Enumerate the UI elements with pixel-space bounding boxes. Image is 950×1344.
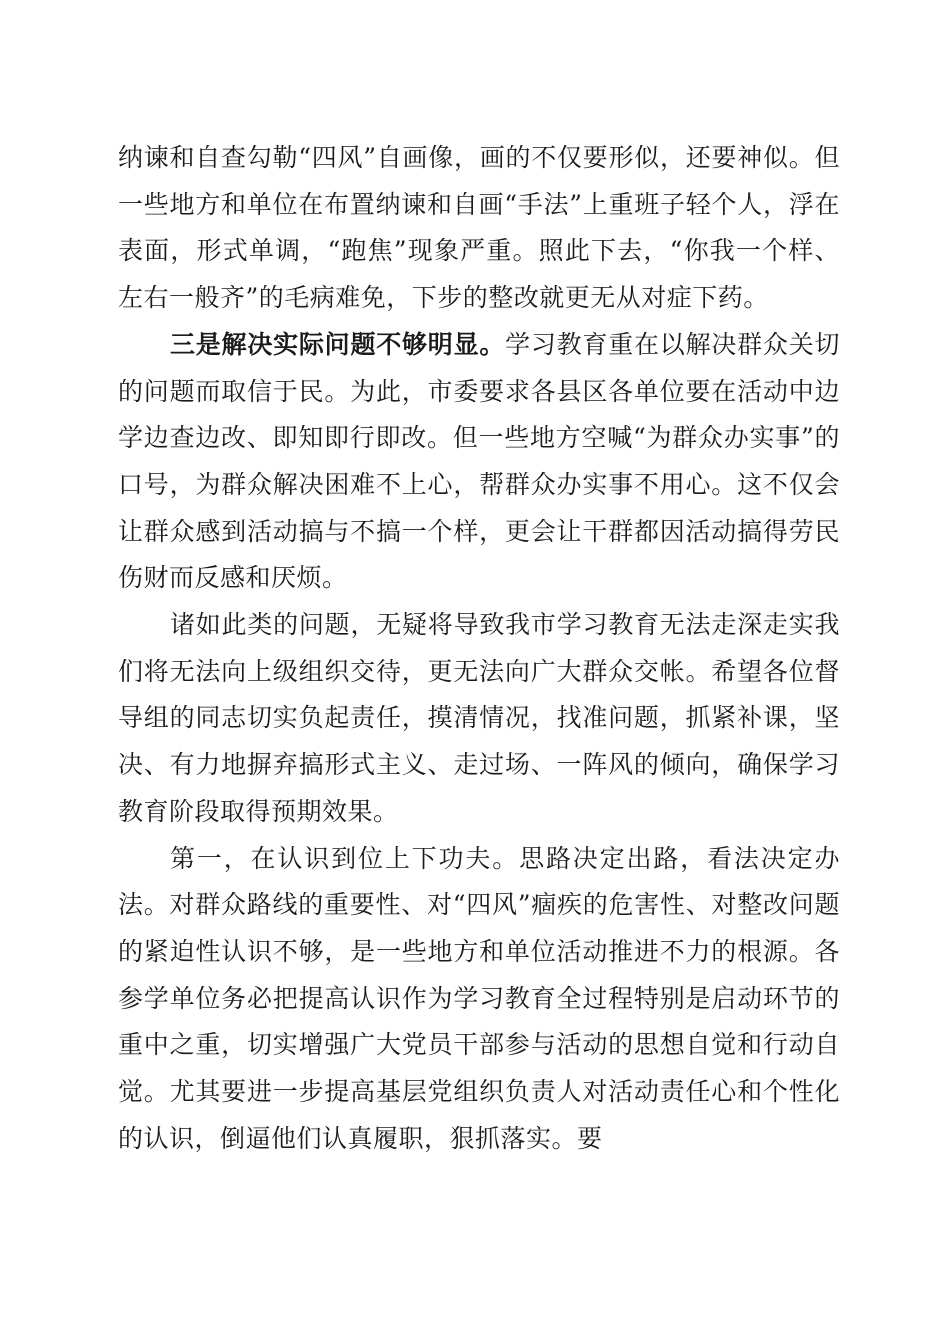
paragraph-4-text: 第一，在认识到位上下功夫。思路决定出路，看法决定办法。对群众路线的重要性、对“四风”痼疾的危害性、对整改问题的紧迫性认识不够，是一些地方和单位活动推进不力的根源。各参学单位务必把提高认识作为学习教育全过程特别是启动环节的重中之重，切实增强广大党员干部参与活动的思想自觉和行动自觉。尤其要进一步提高基层党组织负责人对活动责任心和个性化的认识，倒逼他们认真履职，狠抓落实。要	[118, 843, 840, 1153]
paragraph-2-text: 学习教育重在以解决群众关切的问题而取信于民。为此，市委要求各县区各单位要在活动中边学边查边改、即知即行即改。但一些地方空喊“为群众办实事”的口号，为群众解决困难不上心，帮群众办实事不用心。这不仅会让群众感到活动搞与不搞一个样，更会让干群都因活动搞得劳民伤财而反感和厌烦。	[118, 329, 840, 593]
paragraph-1	[118, 135, 840, 322]
paragraph-1-text: 纳谏和自查勾勒“四风”自画像，画的不仅要形似，还要神似。但一些地方和单位在布置纳谏和自画“手法”上重班子轻个人，浮在表面，形式单调，“跑焦”现象严重。照此下去，“你我一个样、左右一般齐”的毛病难免，下步的整改就更无从对症下药。	[118, 143, 840, 313]
paragraph-3	[118, 602, 840, 836]
paragraph-4	[118, 836, 840, 1163]
paragraph-2	[118, 322, 840, 602]
document-page	[118, 135, 840, 1162]
paragraph-2-lead: 三是解决实际问题不够明显。	[170, 329, 506, 359]
paragraph-3-text: 诸如此类的问题，无疑将导致我市学习教育无法走深走实我们将无法向上级组织交待，更无法向广大群众交帐。希望各位督导组的同志切实负起责任，摸清情况，找准问题，抓紧补课，坚决、有力地摒弃搞形式主义、走过场、一阵风的倾向，确保学习教育阶段取得预期效果。	[118, 610, 840, 826]
